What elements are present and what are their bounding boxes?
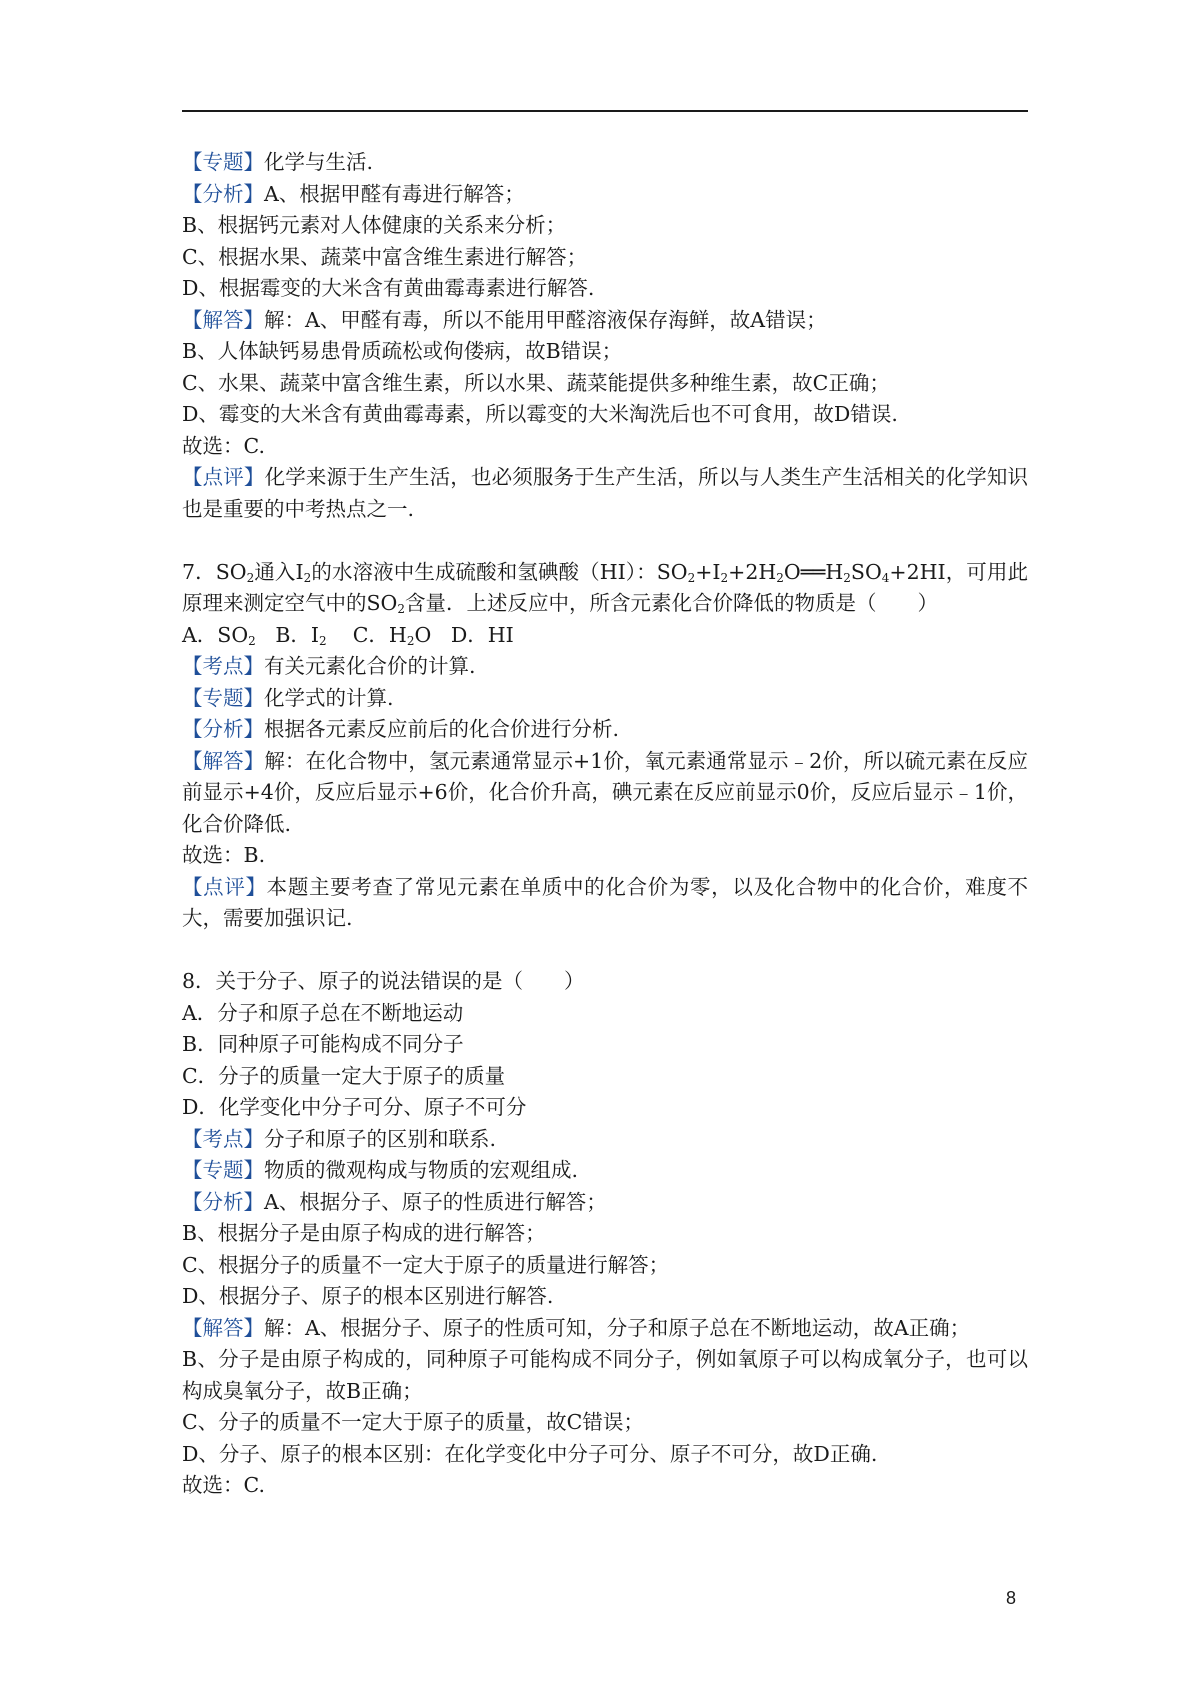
tag-jieda: 【解答】 xyxy=(182,748,265,773)
tag-zhuanti: 【专题】 xyxy=(182,1158,264,1182)
q8-fenxi: 【分析】A、根据分子、原子的性质进行解答； xyxy=(182,1189,607,1214)
q7-jieda: 【解答】解：在化合物中，氢元素通常显示+1价，氧元素通常显示﹣2价，所以硫元素在反应前显示+4价，反应后显示+6价，化合价升高，碘元素在反应前显示0价，反应后显示﹣1价，化合价降低. xyxy=(182,748,1028,836)
q8-zhuanti: 【专题】物质的微观构成与物质的宏观组成. xyxy=(182,1158,579,1182)
q7-option-c: C．$H_2O$ xyxy=(352,622,432,648)
q8-answer-line: D、分子、原子的根本区别：在化学变化中分子可分、原子不可分，故D正确. xyxy=(182,1441,878,1466)
q6-answer-line: D、霉变的大米含有黄曲霉毒素，所以霉变的大米淘洗后也不可食用，故D错误. xyxy=(182,402,898,426)
q7-kaodian: 【考点】有关元素化合价的计算. xyxy=(182,654,476,678)
header-rule xyxy=(182,110,1028,112)
q8-answer-line: C、分子的质量不一定大于原子的质量，故C错误； xyxy=(182,1410,644,1434)
q8-analysis-line: B、根据分子是由原子构成的进行解答； xyxy=(182,1221,546,1245)
tag-jieda: 【解答】 xyxy=(182,307,264,332)
tag-zhuanti: 【专题】 xyxy=(182,685,264,710)
q6-analysis-line: D、根据霉变的大米含有黄曲霉毒素进行解答. xyxy=(182,276,595,300)
document-body xyxy=(182,147,1028,1502)
q7-options xyxy=(182,620,1028,652)
q6-jieda: 【解答】解：A、甲醛有毒，所以不能用甲醛溶液保存海鲜，故A错误； xyxy=(182,307,827,332)
tag-fenxi: 【分析】 xyxy=(182,1189,264,1214)
tag-dianping: 【点评】 xyxy=(182,874,267,899)
q7-option-b: B．$I_2$ xyxy=(275,622,327,648)
q8-option: A．分子和原子总在不断地运动 xyxy=(182,1000,464,1025)
q8-choice: 故选：C. xyxy=(182,1473,265,1497)
page-number: 8 xyxy=(1006,1588,1017,1608)
q8-answer-b: B、分子是由原子构成的，同种原子可能构成不同分子，例如氧原子可以构成氧分子，也可以构成臭氧分子，故B正确； xyxy=(182,1347,1028,1403)
q7-choice: 故选：B. xyxy=(182,843,266,867)
q8-analysis-line: C、根据分子的质量不一定大于原子的质量进行解答； xyxy=(182,1252,670,1277)
tag-jieda: 【解答】 xyxy=(182,1315,264,1340)
spacer xyxy=(182,935,1028,967)
tag-kaodian: 【考点】 xyxy=(182,654,264,678)
q7-zhuanti: 【专题】化学式的计算. xyxy=(182,685,394,710)
q8-option: D．化学变化中分子可分、原子不可分 xyxy=(182,1095,527,1119)
q6-zhuanti: 【专题】化学与生活. xyxy=(182,150,374,174)
q7-stem: 7．$SO_2$通入$I_2$的水溶液中生成硫酸和氢碘酸（HI）：$SO_2+I_2+2H_2O══H_2SO_4+2HI$，可用此原理来测定空气中的$SO_2$含量．上述反应中，所含元素化合价降低的物质是（ ） xyxy=(182,559,1028,616)
q6-answer-line: B、人体缺钙易患骨质疏松或佝偻病，故B错误； xyxy=(182,339,623,363)
q7-dianping: 【点评】本题主要考查了常见元素在单质中的化合价为零，以及化合物中的化合价，难度不大，需要加强识记. xyxy=(182,874,1029,930)
q7-option-a: A．$SO_2$ xyxy=(182,622,256,648)
tag-zhuanti: 【专题】 xyxy=(182,150,264,174)
q8-stem: 8．关于分子、原子的说法错误的是（ ） xyxy=(182,969,585,993)
tag-kaodian: 【考点】 xyxy=(182,1126,264,1151)
q8-option: C．分子的质量一定大于原子的质量 xyxy=(182,1063,506,1088)
q8-kaodian: 【考点】分子和原子的区别和联系. xyxy=(182,1126,497,1151)
q6-analysis-line: C、根据水果、蔬菜中富含维生素进行解答； xyxy=(182,244,588,269)
q8-option: B．同种原子可能构成不同分子 xyxy=(182,1032,464,1056)
q7-option-d: D．HI xyxy=(450,622,514,647)
tag-fenxi: 【分析】 xyxy=(182,181,264,206)
q6-answer-line: C、水果、蔬菜中富含维生素，所以水果、蔬菜能提供多种维生素，故C正确； xyxy=(182,370,890,395)
q6-dianping: 【点评】化学来源于生产生活，也必须服务于生产生活，所以与人类生产生活相关的化学知识也是重要的中考热点之一. xyxy=(182,465,1029,521)
q6-choice: 故选：C. xyxy=(182,433,265,458)
q7-fenxi: 【分析】根据各元素反应前后的化合价进行分析. xyxy=(182,717,620,741)
q8-analysis-line: D、根据分子、原子的根本区别进行解答. xyxy=(182,1284,554,1308)
q6-fenxi: 【分析】A、根据甲醛有毒进行解答； xyxy=(182,181,525,206)
tag-dianping: 【点评】 xyxy=(182,465,265,489)
q8-jieda: 【解答】解：A、根据分子、原子的性质可知，分子和原子总在不断地运动，故A正确； xyxy=(182,1315,971,1340)
q6-analysis-line: B、根据钙元素对人体健康的关系来分析； xyxy=(182,213,567,237)
tag-fenxi: 【分析】 xyxy=(182,717,264,741)
spacer xyxy=(182,525,1028,557)
